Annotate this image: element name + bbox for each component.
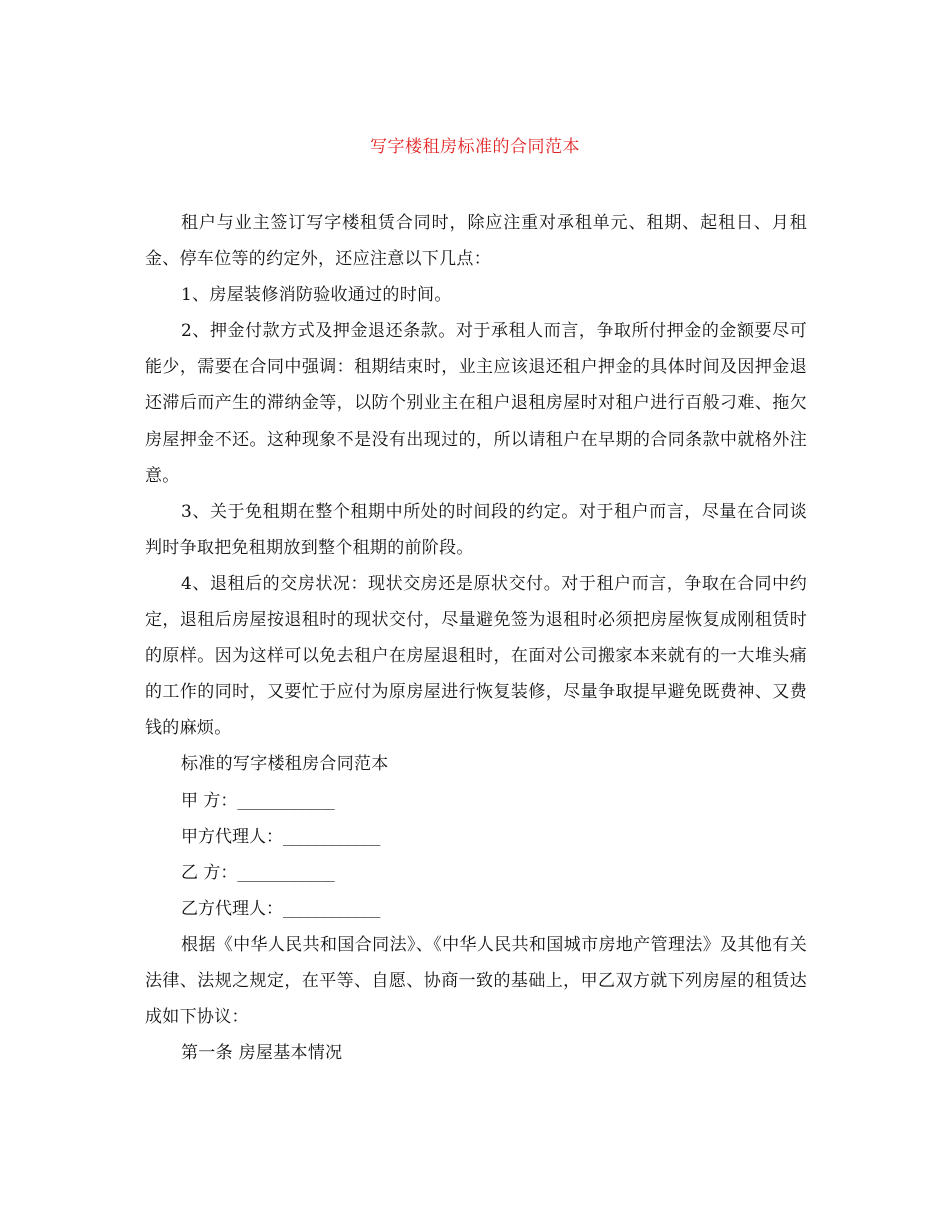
legal-basis-paragraph: 根据《中华人民共和国合同法》、《中华人民共和国城市房地产管理法》及其他有关法律、法规之规定，在平等、自愿、协商一致的基础上，甲乙双方就下列房屋的租赁达成如下协议： xyxy=(145,934,807,1028)
party-a-blank: ____________ xyxy=(237,791,334,810)
party-b-agent-field xyxy=(145,891,807,927)
party-b-label: 乙 方： xyxy=(181,862,238,883)
party-b-agent-blank: ____________ xyxy=(283,899,380,918)
point-4-paragraph: 4、退租后的交房状况：现状交房还是原状交付。对于租户而言，争取在合同中约定，退租后房屋按退租时的现状交付，尽量避免签为退租时必须把房屋恢复成刚租赁时的原样。因为这样可以免去租户在房屋退租时，在面对公司搬家本来就有的一大堆头痛的工作的同时，又要忙于应付为原房屋进行恢复装修，尽量争取提早避免既费神、又费钱的麻烦。 xyxy=(145,573,807,739)
point-3-paragraph: 3、关于免租期在整个租期中所处的时间段的约定。对于租户而言，尽量在合同谈判时争取把免租期放到整个租期的前阶段。 xyxy=(145,501,807,558)
party-a-agent-blank: ____________ xyxy=(283,827,380,846)
party-a-agent-label: 甲方代理人： xyxy=(181,826,283,847)
article-1-heading: 第一条 房屋基本情况 xyxy=(181,1043,343,1064)
document-title: 写字楼租房标准的合同范本 xyxy=(370,137,580,157)
intro-paragraph: 租户与业主签订写字楼租赁合同时，除应注重对承租单元、租期、起租日、月租金、停车位等的约定外，还应注意以下几点： xyxy=(145,213,807,270)
party-b-blank: ____________ xyxy=(237,863,334,882)
party-b-field xyxy=(145,855,807,891)
point-2-paragraph: 2、押金付款方式及押金退还条款。对于承租人而言，争取所付押金的金额要尽可能少，需要在合同中强调：租期结束时，业主应该退还租户押金的具体时间及因押金退还滞后而产生的滞纳金等，以防个别业主在租户退租房屋时对租户进行百般刁难、拖欠房屋押金不还。这种现象不是没有出现过的，所以请租户在早期的合同条款中就格外注意。 xyxy=(145,321,807,486)
party-a-agent-field xyxy=(145,819,807,855)
document-body xyxy=(145,205,807,1071)
party-a-field xyxy=(145,783,807,819)
point-1-paragraph: 1、房屋装修消防验收通过的时间。 xyxy=(181,285,452,306)
party-a-label: 甲 方： xyxy=(181,790,238,811)
contract-subtitle: 标准的写字楼租房合同范本 xyxy=(181,754,389,775)
party-b-agent-label: 乙方代理人： xyxy=(181,898,283,919)
